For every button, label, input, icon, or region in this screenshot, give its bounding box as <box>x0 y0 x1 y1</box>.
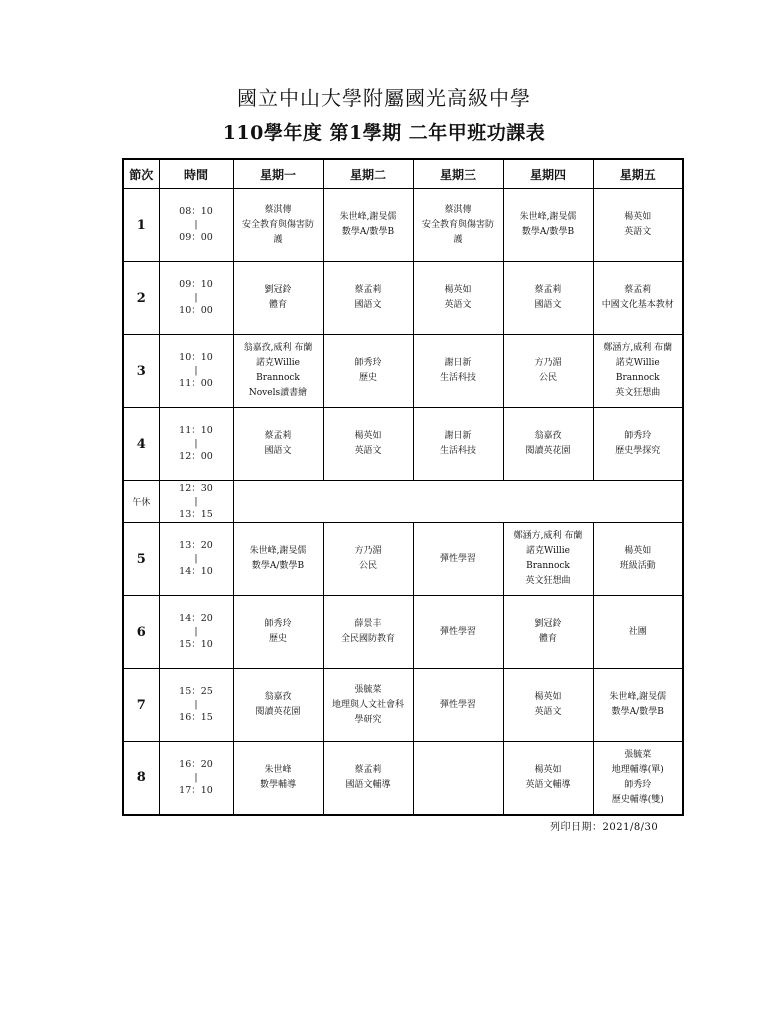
class-cell-friday <box>593 742 683 815</box>
time-start: 10：10 <box>179 352 213 363</box>
header-monday: 星期一 <box>233 159 323 189</box>
period-row <box>123 669 683 742</box>
time-start: 11：10 <box>179 425 213 436</box>
class-cell-line: 蔡淇傳 <box>444 204 472 215</box>
class-cell-line: 生活科技 <box>439 446 476 456</box>
class-cell-tuesday <box>323 262 413 335</box>
class-cell-line: 數學A/數學B <box>341 227 395 237</box>
class-cell-thursday <box>503 189 593 262</box>
class-cell-line: 師秀玲 <box>624 779 652 790</box>
school-name: 國立中山大學附屬國光高級中學 <box>237 86 531 110</box>
class-cell-wednesday <box>413 742 503 815</box>
class-cell-line: 翁嘉孜,威利 布蘭 <box>243 343 313 353</box>
time-start: 15：25 <box>179 686 213 697</box>
class-cell-thursday <box>503 408 593 481</box>
class-cell-friday <box>593 335 683 408</box>
class-cell-line: 國語文 <box>354 300 382 310</box>
time-cell <box>159 481 233 523</box>
class-cell-line: 歷史學探究 <box>615 446 661 456</box>
class-cell-line: 安全教育與傷害防 <box>421 219 494 230</box>
class-cell-tuesday <box>323 335 413 408</box>
class-cell-line: 學研究 <box>354 714 382 725</box>
class-cell-line: 英語文 <box>444 300 472 310</box>
class-cell-line: 歷史 <box>358 373 377 383</box>
header-row <box>123 159 683 189</box>
class-cell-tuesday <box>323 596 413 669</box>
class-cell-line: 楊英如 <box>624 546 652 556</box>
time-separator: | <box>194 292 198 303</box>
time-cell <box>159 335 233 408</box>
class-cell-line: 翁嘉孜 <box>264 692 292 702</box>
header-friday: 星期五 <box>593 159 683 189</box>
class-cell-line: 楊英如 <box>534 764 562 775</box>
period-number: 1 <box>123 189 159 262</box>
class-cell-monday <box>233 335 323 408</box>
class-cell-line: 謝日新 <box>444 431 472 441</box>
class-cell-tuesday <box>323 189 413 262</box>
time-end: 09：00 <box>179 232 213 243</box>
time-cell <box>159 523 233 596</box>
period-number: 8 <box>123 742 159 815</box>
time-start: 14：20 <box>179 613 213 624</box>
time-end: 15：10 <box>179 639 213 650</box>
class-cell-line: 謝日新 <box>444 358 472 368</box>
class-cell-friday <box>593 523 683 596</box>
class-cell-thursday <box>503 523 593 596</box>
class-cell-line: 楊英如 <box>534 692 562 702</box>
class-cell-line: 公民 <box>538 373 557 383</box>
class-cell-line: 生活科技 <box>439 373 476 383</box>
class-cell-line: 社團 <box>628 626 647 637</box>
period-number: 5 <box>123 523 159 596</box>
period-row <box>123 335 683 408</box>
class-cell-line: 諾克Willie <box>526 546 570 556</box>
class-cell-friday <box>593 596 683 669</box>
class-cell-thursday <box>503 742 593 815</box>
class-cell-line: 全民國防教育 <box>340 634 395 644</box>
timetable <box>122 158 684 816</box>
class-cell-thursday <box>503 596 593 669</box>
period-number: 7 <box>123 669 159 742</box>
header-thursday: 星期四 <box>503 159 593 189</box>
class-cell-line: 數學A/數學B <box>521 227 575 237</box>
class-cell-friday <box>593 408 683 481</box>
class-cell-line: 方乃湄 <box>354 546 382 556</box>
time-end: 16：15 <box>179 712 213 723</box>
time-separator: | <box>194 626 198 637</box>
class-cell-line: 英語文 <box>354 446 382 456</box>
time-cell <box>159 742 233 815</box>
header-time: 時間 <box>159 159 233 189</box>
class-cell-line: 數學A/數學B <box>611 707 664 717</box>
class-cell-line: 張毓菜 <box>354 684 382 695</box>
time-end: 10：00 <box>179 305 213 316</box>
class-cell-line: 閱讀英花園 <box>525 446 571 456</box>
class-cell-friday <box>593 262 683 335</box>
class-cell-line: 師秀玲 <box>624 431 652 441</box>
class-cell-line: 劉冠鈴 <box>534 619 562 629</box>
class-cell-line: 師秀玲 <box>354 358 382 368</box>
time-separator: | <box>194 699 198 710</box>
period-row <box>123 523 683 596</box>
lunch-row <box>123 481 683 523</box>
class-cell-wednesday <box>413 189 503 262</box>
period-row <box>123 408 683 481</box>
class-cell-line: 鄭涵方,威利 布蘭 <box>513 531 583 541</box>
class-cell-monday <box>233 523 323 596</box>
class-cell-line: 楊英如 <box>624 212 652 222</box>
header-tuesday: 星期二 <box>323 159 413 189</box>
class-cell-line: 英語文 <box>534 707 562 717</box>
period-number: 4 <box>123 408 159 481</box>
period-number: 2 <box>123 262 159 335</box>
class-cell-line: 劉冠鈴 <box>264 285 292 295</box>
time-cell <box>159 262 233 335</box>
class-cell-wednesday <box>413 335 503 408</box>
class-cell-line: 歷史 <box>268 634 287 644</box>
class-cell-line: Brannock <box>256 373 300 383</box>
class-cell-line: 方乃湄 <box>534 358 562 368</box>
class-cell-line: 英語文輔導 <box>525 779 571 790</box>
time-start: 09：10 <box>179 279 213 290</box>
class-cell-line: 彈性學習 <box>439 626 476 637</box>
class-cell-line: 諾克Willie <box>615 358 660 368</box>
time-separator: | <box>194 438 198 449</box>
class-cell-line: 護 <box>273 234 283 245</box>
class-cell-friday <box>593 669 683 742</box>
class-cell-line: Brannock <box>526 561 570 571</box>
time-start: 13：20 <box>179 540 213 551</box>
class-cell-line: 地理輔導(單) <box>611 764 664 775</box>
class-cell-line: 楊英如 <box>444 285 472 295</box>
time-separator: | <box>194 771 198 783</box>
time-separator: | <box>194 365 198 376</box>
time-separator: | <box>194 219 198 230</box>
time-cell <box>159 669 233 742</box>
period-row <box>123 596 683 669</box>
class-cell-tuesday <box>323 408 413 481</box>
class-cell-line: 蔡孟莉 <box>354 764 382 775</box>
time-end: 12：00 <box>179 451 213 462</box>
class-cell-line: 蔡孟莉 <box>354 285 382 295</box>
class-cell-line: 公民 <box>358 561 377 571</box>
class-cell-line: 班級活動 <box>619 561 656 571</box>
print-date: 列印日期：2021/8/30 <box>550 822 659 833</box>
class-cell-line: 蔡孟莉 <box>624 285 652 295</box>
class-cell-line: 蔡孟莉 <box>534 285 562 295</box>
class-cell-line: 彈性學習 <box>439 553 476 564</box>
time-cell <box>159 596 233 669</box>
class-cell-wednesday <box>413 262 503 335</box>
class-cell-line: 國語文輔導 <box>345 779 391 790</box>
period-row <box>123 262 683 335</box>
class-cell-line: 楊英如 <box>354 431 382 441</box>
class-cell-line: 師秀玲 <box>264 619 292 629</box>
class-cell-monday <box>233 742 323 815</box>
time-end: 14：10 <box>179 566 213 577</box>
class-cell-line: 朱世峰,謝旻儒 <box>339 212 397 222</box>
class-cell-line: 薛景丰 <box>354 619 382 629</box>
class-cell-line: 朱世峰,謝旻儒 <box>519 212 577 222</box>
class-cell-wednesday <box>413 523 503 596</box>
class-cell-line: 歷史輔導(雙) <box>611 794 664 805</box>
class-cell-tuesday <box>323 523 413 596</box>
header-period: 節次 <box>123 159 159 189</box>
class-cell-line: 安全教育與傷害防 <box>241 219 314 230</box>
timetable-title: 110學年度 第1學期 二年甲班功課表 <box>222 122 546 144</box>
class-cell-wednesday <box>413 408 503 481</box>
time-end: 17：10 <box>179 784 213 796</box>
time-cell <box>159 408 233 481</box>
time-separator: | <box>194 495 198 507</box>
class-cell-line: 英文狂想曲 <box>525 576 571 586</box>
time-start: 08：10 <box>179 206 213 217</box>
class-cell-thursday <box>503 335 593 408</box>
class-cell-line: 張毓菜 <box>624 749 652 760</box>
class-cell-tuesday <box>323 742 413 815</box>
class-cell-wednesday <box>413 596 503 669</box>
class-cell-monday <box>233 189 323 262</box>
lunch-empty-cell <box>233 481 683 523</box>
class-cell-line: 國語文 <box>264 446 292 456</box>
class-cell-line: 護 <box>453 234 463 245</box>
class-cell-line: 體育 <box>268 300 287 310</box>
class-cell-wednesday <box>413 669 503 742</box>
class-cell-line: 翁嘉孜 <box>534 431 562 441</box>
period-number: 3 <box>123 335 159 408</box>
time-cell <box>159 189 233 262</box>
class-cell-line: 朱世峰,謝旻儒 <box>249 546 307 556</box>
time-start: 16：20 <box>179 758 213 770</box>
class-cell-line: 數學輔導 <box>259 779 296 790</box>
class-cell-line: 數學A/數學B <box>251 561 305 571</box>
class-cell-line: 彈性學習 <box>439 699 476 710</box>
class-cell-line: 閱讀英花園 <box>255 707 301 717</box>
class-cell-line: 英語文 <box>624 227 652 237</box>
class-cell-line: 蔡淇傳 <box>264 204 292 215</box>
class-cell-thursday <box>503 262 593 335</box>
lunch-label: 午休 <box>123 481 159 523</box>
timetable-body <box>123 189 683 815</box>
class-cell-monday <box>233 262 323 335</box>
class-cell-line: 鄭涵方,威利 布蘭 <box>603 343 673 353</box>
class-cell-line: 體育 <box>538 634 557 644</box>
class-cell-friday <box>593 189 683 262</box>
class-cell-line: Brannock <box>615 373 660 383</box>
period-number: 6 <box>123 596 159 669</box>
class-cell-monday <box>233 596 323 669</box>
time-separator: | <box>194 553 198 564</box>
class-cell-line: Novels讀書繪 <box>248 388 308 398</box>
class-cell-line: 朱世峰 <box>264 764 292 775</box>
class-cell-line: 英文狂想曲 <box>615 388 661 398</box>
class-cell-monday <box>233 408 323 481</box>
class-cell-line: 朱世峰,謝旻儒 <box>609 692 667 702</box>
class-cell-line: 中國文化基本教材 <box>601 300 674 310</box>
class-cell-thursday <box>503 669 593 742</box>
time-end: 13：15 <box>179 508 213 520</box>
header-wednesday: 星期三 <box>413 159 503 189</box>
class-cell-line: 諾克Willie <box>256 358 300 368</box>
period-row <box>123 189 683 262</box>
class-cell-monday <box>233 669 323 742</box>
period-row <box>123 742 683 815</box>
class-cell-line: 地理與人文社會科 <box>331 699 404 710</box>
class-cell-line: 國語文 <box>534 300 562 310</box>
class-cell-line: 蔡孟莉 <box>264 431 292 441</box>
class-cell-tuesday <box>323 669 413 742</box>
time-start: 12：30 <box>179 482 213 494</box>
time-end: 11：00 <box>179 378 213 389</box>
